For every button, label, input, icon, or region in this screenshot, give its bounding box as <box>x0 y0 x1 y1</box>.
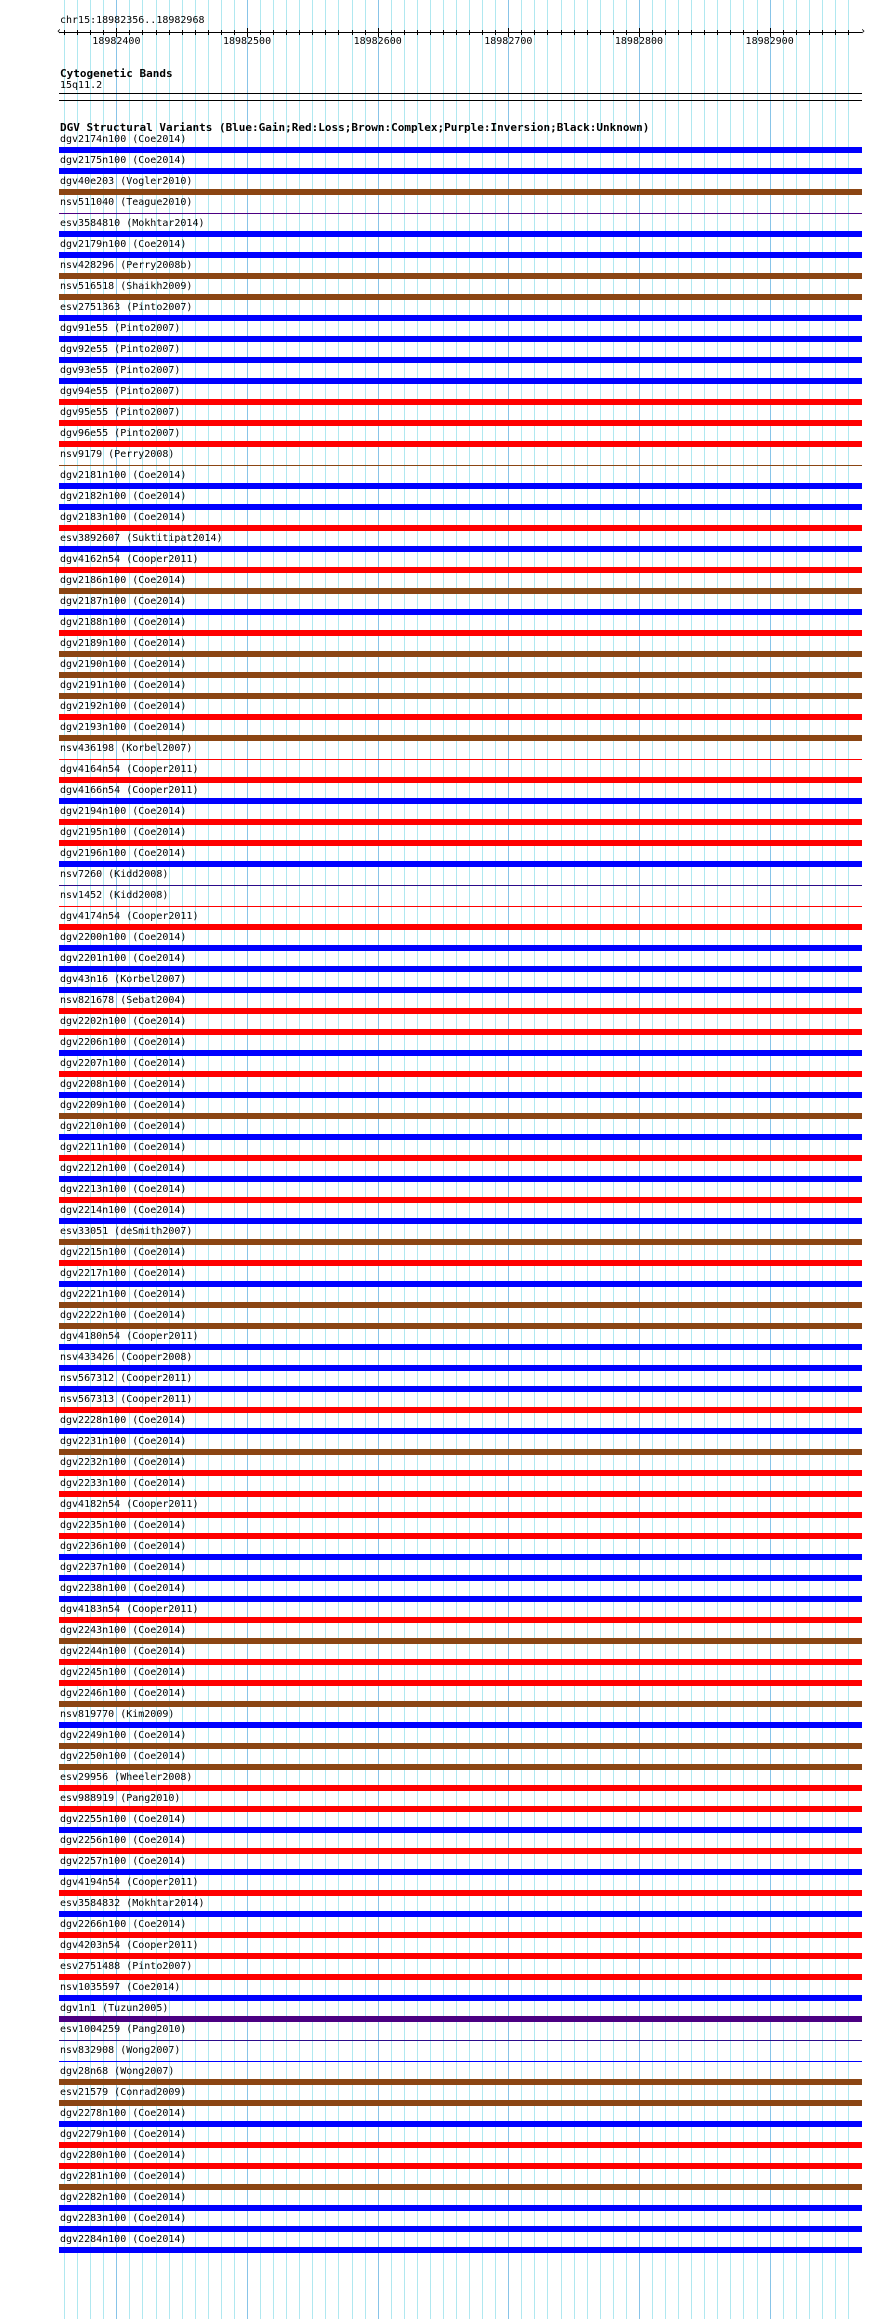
variant-bar-blue[interactable] <box>59 1911 862 1917</box>
variant-label[interactable]: dgv95e55 (Pinto2007) <box>60 407 181 418</box>
variant-label[interactable]: dgv2217n100 (Coe2014) <box>60 1268 187 1279</box>
ruler-tick <box>325 30 326 35</box>
variant-label[interactable]: dgv2179n100 (Coe2014) <box>60 239 187 250</box>
ruler-tick <box>704 30 705 35</box>
ruler-left-arrow-icon: ‹ <box>56 26 63 37</box>
ruler-tick <box>77 30 78 35</box>
variant-bar-blue[interactable] <box>59 1575 862 1581</box>
variant-bar-red[interactable] <box>59 1533 862 1539</box>
variant-label[interactable]: dgv2196n100 (Coe2014) <box>60 848 187 859</box>
variant-label[interactable]: dgv2183n100 (Coe2014) <box>60 512 187 523</box>
ruler-tick-label: 18982700 <box>484 36 533 47</box>
ruler-tick <box>822 30 823 35</box>
cytoband-line-top <box>59 93 862 94</box>
variant-label[interactable]: dgv4180n54 (Cooper2011) <box>60 1331 199 1342</box>
ruler-tick <box>103 30 104 35</box>
variant-bar-blue[interactable] <box>59 2247 862 2253</box>
ruler-tick <box>534 30 535 35</box>
ruler-tick <box>796 30 797 35</box>
variant-bar-red[interactable] <box>59 1260 862 1266</box>
cytoband-track-title: Cytogenetic Bands <box>60 67 173 80</box>
variant-label[interactable]: dgv2237n100 (Coe2014) <box>60 1562 187 1573</box>
variant-label[interactable]: dgv2255n100 (Coe2014) <box>60 1814 187 1825</box>
ruler-tick <box>129 30 130 35</box>
variant-label[interactable]: dgv2249n100 (Coe2014) <box>60 1730 187 1741</box>
variant-bar-blue[interactable] <box>59 2121 862 2127</box>
variant-label[interactable]: dgv2244n100 (Coe2014) <box>60 1646 187 1657</box>
variant-bar-red[interactable] <box>59 1848 862 1854</box>
variant-label[interactable]: dgv2243n100 (Coe2014) <box>60 1625 187 1636</box>
ruler-tick <box>835 30 836 35</box>
ruler-tick <box>783 30 784 35</box>
variant-bar-red[interactable] <box>59 1680 862 1686</box>
cytoband-label: 15q11.2 <box>60 80 103 91</box>
ruler-tick-label: 18982900 <box>745 36 794 47</box>
variant-label[interactable]: esv2751488 (Pinto2007) <box>60 1961 193 1972</box>
ruler-tick <box>521 30 522 35</box>
variant-label[interactable]: nsv9179 (Perry2008) <box>60 449 175 460</box>
variant-label[interactable]: esv3584810 (Mokhtar2014) <box>60 218 205 229</box>
variant-bar-red[interactable] <box>59 1491 862 1497</box>
variant-bar-blue[interactable] <box>59 1344 862 1350</box>
ruler-tick <box>404 30 405 35</box>
ruler-tick <box>352 30 353 35</box>
variant-bar-red[interactable] <box>59 1008 862 1014</box>
ruler-tick <box>443 30 444 35</box>
ruler-tick <box>626 30 627 35</box>
variant-bar-blue[interactable] <box>59 1092 862 1098</box>
variant-label[interactable]: dgv2181n100 (Coe2014) <box>60 470 187 481</box>
variant-bar-brown[interactable] <box>59 2184 862 2190</box>
variant-label[interactable]: dgv43n16 (Korbel2007) <box>60 974 187 985</box>
ruler-tick <box>234 30 235 35</box>
variant-bar-blue[interactable] <box>59 1596 862 1602</box>
variant-label[interactable]: dgv2207n100 (Coe2014) <box>60 1058 187 1069</box>
variant-bar-brown[interactable] <box>59 2100 862 2106</box>
ruler-tick <box>730 30 731 35</box>
ruler-tick <box>156 30 157 35</box>
ruler-tick <box>64 30 65 35</box>
ruler-tick <box>469 30 470 35</box>
ruler-tick <box>613 30 614 35</box>
variant-bar-navy[interactable] <box>59 885 862 886</box>
ruler-axis <box>59 32 862 33</box>
ruler-tick <box>482 30 483 35</box>
variant-label[interactable]: dgv2195n100 (Coe2014) <box>60 827 187 838</box>
ruler-tick <box>221 30 222 35</box>
variant-label[interactable]: dgv2228n100 (Coe2014) <box>60 1415 187 1426</box>
variant-bar-blue[interactable] <box>59 504 862 510</box>
variant-label[interactable]: dgv2213n100 (Coe2014) <box>60 1184 187 1195</box>
variant-label[interactable]: nsv1035597 (Coe2014) <box>60 1982 181 1993</box>
variant-bar-brown[interactable] <box>59 672 862 678</box>
ruler-tick <box>495 30 496 35</box>
variant-label[interactable]: dgv4164n54 (Cooper2011) <box>60 764 199 775</box>
variant-label[interactable]: dgv2283n100 (Coe2014) <box>60 2213 187 2224</box>
variant-label[interactable]: dgv2231n100 (Coe2014) <box>60 1436 187 1447</box>
ruler-tick <box>743 30 744 35</box>
variant-label[interactable]: dgv4166n54 (Cooper2011) <box>60 785 199 796</box>
variant-label[interactable]: nsv516518 (Shaikh2009) <box>60 281 193 292</box>
ruler-tick <box>574 30 575 35</box>
variant-bar-blue[interactable] <box>59 147 862 153</box>
ruler-tick <box>652 30 653 35</box>
variant-label[interactable]: dgv40e203 (Vogler2010) <box>60 176 193 187</box>
variant-bar-red[interactable] <box>59 1953 862 1959</box>
ruler-tick <box>260 30 261 35</box>
ruler-tick-label: 18982600 <box>353 36 402 47</box>
ruler-tick <box>195 30 196 35</box>
variant-label[interactable]: dgv2190n100 (Coe2014) <box>60 659 187 670</box>
variant-label[interactable]: dgv2257n100 (Coe2014) <box>60 1856 187 1867</box>
variant-bar-navy[interactable] <box>59 2040 862 2041</box>
variant-bar-red[interactable] <box>59 840 862 846</box>
variant-bar-red[interactable] <box>59 1932 862 1938</box>
variant-bar-brown[interactable] <box>59 1449 862 1455</box>
variant-label[interactable]: esv29956 (Wheeler2008) <box>60 1772 193 1783</box>
variant-bar-purple[interactable] <box>59 213 862 214</box>
variant-label[interactable]: dgv2266n100 (Coe2014) <box>60 1919 187 1930</box>
variant-bar-blue[interactable] <box>59 1386 862 1392</box>
variant-bar-red[interactable] <box>59 1512 862 1518</box>
variant-bar-red[interactable] <box>59 1890 862 1896</box>
ruler-tick-label: 18982800 <box>614 36 664 47</box>
ruler-tick <box>809 30 810 35</box>
variant-label[interactable]: dgv2209n100 (Coe2014) <box>60 1100 187 1111</box>
ruler-tick <box>430 30 431 35</box>
variant-label[interactable]: esv2751363 (Pinto2007) <box>60 302 193 313</box>
variant-bar-blue[interactable] <box>59 1827 862 1833</box>
variant-bar-brown[interactable] <box>59 1764 862 1770</box>
variant-label[interactable]: dgv4182n54 (Cooper2011) <box>60 1499 199 1510</box>
variant-bar-blue[interactable] <box>59 546 862 552</box>
variant-label[interactable]: dgv2206n100 (Coe2014) <box>60 1037 187 1048</box>
variant-label[interactable]: dgv2194n100 (Coe2014) <box>60 806 187 817</box>
variant-bar-blue[interactable] <box>59 987 862 993</box>
variant-bar-red[interactable] <box>59 924 862 930</box>
variant-label[interactable]: esv1004259 (Pang2010) <box>60 2024 187 2035</box>
variant-bar-blue[interactable] <box>59 1869 862 1875</box>
variant-bar-brown[interactable] <box>59 588 862 594</box>
variant-label[interactable]: dgv93e55 (Pinto2007) <box>60 365 181 376</box>
variant-label[interactable]: dgv2235n100 (Coe2014) <box>60 1520 187 1531</box>
ruler-tick <box>142 30 143 35</box>
variant-bar-brown[interactable] <box>59 1239 862 1245</box>
variant-bar-blue[interactable] <box>59 1050 862 1056</box>
ruler-right-arrow-icon: › <box>860 26 867 37</box>
variant-bar-blue[interactable] <box>59 1218 862 1224</box>
variant-bar-brown[interactable] <box>59 1113 862 1119</box>
variant-label[interactable]: dgv2211n100 (Coe2014) <box>60 1142 187 1153</box>
variant-bar-blue[interactable] <box>59 252 862 258</box>
dgv-track-title: DGV Structural Variants (Blue:Gain;Red:Loss;Brown:Complex;Purple:Inversion;Black:Unknown) <box>60 121 650 134</box>
variant-bar-brown[interactable] <box>59 1302 862 1308</box>
variant-bar-brown[interactable] <box>59 693 862 699</box>
variant-label[interactable]: dgv4194n54 (Cooper2011) <box>60 1877 199 1888</box>
variant-label[interactable]: dgv2279n100 (Coe2014) <box>60 2129 187 2140</box>
ruler-tick <box>169 30 170 35</box>
variant-bar-blue[interactable] <box>59 231 862 237</box>
variant-bar-blue[interactable] <box>59 861 862 867</box>
variant-label[interactable]: nsv832908 (Wong2007) <box>60 2045 181 2056</box>
ruler-tick <box>286 30 287 35</box>
variant-bar-blue[interactable] <box>59 1281 862 1287</box>
variant-label[interactable]: dgv4174n54 (Cooper2011) <box>60 911 199 922</box>
variant-bar-brown[interactable] <box>59 1743 862 1749</box>
variant-bar-red[interactable] <box>59 1617 862 1623</box>
variant-label[interactable]: dgv96e55 (Pinto2007) <box>60 428 181 439</box>
variant-bar-blue[interactable] <box>59 2061 862 2062</box>
variant-label[interactable]: dgv2208n100 (Coe2014) <box>60 1079 187 1090</box>
variant-bar-blue[interactable] <box>59 1722 862 1728</box>
variant-label[interactable]: dgv28n68 (Wong2007) <box>60 2066 175 2077</box>
variant-bar-red[interactable] <box>59 1071 862 1077</box>
variant-bar-blue[interactable] <box>59 1365 862 1371</box>
variant-label[interactable]: dgv2236n100 (Coe2014) <box>60 1541 187 1552</box>
variant-label[interactable]: dgv2281n100 (Coe2014) <box>60 2171 187 2182</box>
variant-bar-blue[interactable] <box>59 945 862 951</box>
variant-label[interactable]: dgv2174n100 (Coe2014) <box>60 134 187 145</box>
variant-bar-brown[interactable] <box>59 1323 862 1329</box>
variant-label[interactable]: nsv511040 (Teague2010) <box>60 197 193 208</box>
variant-label[interactable]: nsv819770 (Kim2009) <box>60 1709 175 1720</box>
variant-label[interactable]: nsv567312 (Cooper2011) <box>60 1373 193 1384</box>
variant-bar-red[interactable] <box>59 1197 862 1203</box>
variant-label[interactable]: dgv92e55 (Pinto2007) <box>60 344 181 355</box>
region-label: chr15:18982356..18982968 <box>60 15 205 26</box>
variant-bar-blue[interactable] <box>59 609 862 615</box>
ruler-tick <box>678 30 679 35</box>
variant-bar-brown[interactable] <box>59 2079 862 2085</box>
ruler-tick <box>273 30 274 35</box>
variant-bar-blue[interactable] <box>59 1428 862 1434</box>
variant-bar-blue[interactable] <box>59 1554 862 1560</box>
variant-label[interactable]: dgv91e55 (Pinto2007) <box>60 323 181 334</box>
variant-bar-red[interactable] <box>59 2163 862 2169</box>
variant-bar-red[interactable] <box>59 1470 862 1476</box>
variant-bar-blue[interactable] <box>59 966 862 972</box>
variant-bar-red[interactable] <box>59 714 862 720</box>
variant-label[interactable]: dgv2233n100 (Coe2014) <box>60 1478 187 1489</box>
variant-bar-blue[interactable] <box>59 336 862 342</box>
variant-label[interactable]: dgv2245n100 (Coe2014) <box>60 1667 187 1678</box>
variant-label[interactable]: dgv2246n100 (Coe2014) <box>60 1688 187 1699</box>
variant-label[interactable]: dgv2282n100 (Coe2014) <box>60 2192 187 2203</box>
variant-bar-red[interactable] <box>59 1659 862 1665</box>
variant-bar-red[interactable] <box>59 630 862 636</box>
variant-label[interactable]: dgv2191n100 (Coe2014) <box>60 680 187 691</box>
variant-label[interactable]: nsv436198 (Korbel2007) <box>60 743 193 754</box>
variant-bar-red[interactable] <box>59 759 862 760</box>
variant-label[interactable]: nsv7260 (Kidd2008) <box>60 869 169 880</box>
variant-bar-red[interactable] <box>59 1407 862 1413</box>
ruler-tick <box>547 30 548 35</box>
variant-bar-red[interactable] <box>59 399 862 405</box>
ruler-tick <box>312 30 313 35</box>
ruler-tick <box>600 30 601 35</box>
ruler-tick <box>208 30 209 35</box>
variant-label[interactable]: dgv2186n100 (Coe2014) <box>60 575 187 586</box>
variant-bar-blue[interactable] <box>59 357 862 363</box>
ruler-tick <box>365 30 366 35</box>
variant-bar-red[interactable] <box>59 441 862 447</box>
variant-bar-red[interactable] <box>59 1806 862 1812</box>
variant-label[interactable]: dgv2232n100 (Coe2014) <box>60 1457 187 1468</box>
variant-bar-blue[interactable] <box>59 1134 862 1140</box>
ruler-tick <box>417 30 418 35</box>
variant-label[interactable]: dgv4203n54 (Cooper2011) <box>60 1940 199 1951</box>
variant-label[interactable]: dgv2280n100 (Coe2014) <box>60 2150 187 2161</box>
variant-label[interactable]: esv3584832 (Mokhtar2014) <box>60 1898 205 1909</box>
variant-label[interactable]: dgv2210n100 (Coe2014) <box>60 1121 187 1132</box>
variant-label[interactable]: dgv4162n54 (Cooper2011) <box>60 554 199 565</box>
variant-bar-brown[interactable] <box>59 465 862 466</box>
variant-bar-red[interactable] <box>59 525 862 531</box>
ruler-tick <box>691 30 692 35</box>
ruler-tick-label: 18982500 <box>222 36 272 47</box>
variant-label[interactable]: nsv821678 (Sebat2004) <box>60 995 187 1006</box>
variant-label[interactable]: dgv2188n100 (Coe2014) <box>60 617 187 628</box>
ruler-tick <box>391 30 392 35</box>
variant-bar-blue[interactable] <box>59 798 862 804</box>
ruler-tick <box>338 30 339 35</box>
ruler-tick <box>665 30 666 35</box>
ruler-tick <box>456 30 457 35</box>
variant-label[interactable]: dgv2192n100 (Coe2014) <box>60 701 187 712</box>
ruler-tick <box>587 30 588 35</box>
variant-label[interactable]: dgv2201n100 (Coe2014) <box>60 953 187 964</box>
variant-label[interactable]: dgv2189n100 (Coe2014) <box>60 638 187 649</box>
variant-label[interactable]: dgv4183n54 (Cooper2011) <box>60 1604 199 1615</box>
variant-label[interactable]: dgv1n1 (Tuzun2005) <box>60 2003 169 2014</box>
variant-label[interactable]: dgv2182n100 (Coe2014) <box>60 491 187 502</box>
variant-label[interactable]: esv3892607 (Suktitipat2014) <box>60 533 223 544</box>
variant-bar-blue[interactable] <box>59 483 862 489</box>
variant-bar-red[interactable] <box>59 819 862 825</box>
variant-bar-brown[interactable] <box>59 294 862 300</box>
variant-label[interactable]: dgv2193n100 (Coe2014) <box>60 722 187 733</box>
variant-bar-brown[interactable] <box>59 189 862 195</box>
variant-label[interactable]: nsv433426 (Cooper2008) <box>60 1352 193 1363</box>
variant-bar-blue[interactable] <box>59 168 862 174</box>
variant-label[interactable]: dgv2212n100 (Coe2014) <box>60 1163 187 1174</box>
variant-label[interactable]: dgv2175n100 (Coe2014) <box>60 155 187 166</box>
variant-bar-blue[interactable] <box>59 1176 862 1182</box>
variant-label[interactable]: esv21579 (Conrad2009) <box>60 2087 187 2098</box>
variant-bar-red[interactable] <box>59 1029 862 1035</box>
variant-bar-brown[interactable] <box>59 735 862 741</box>
variant-bar-blue[interactable] <box>59 315 862 321</box>
variant-label[interactable]: dgv2256n100 (Coe2014) <box>60 1835 187 1846</box>
variant-bar-purple[interactable] <box>59 2016 862 2022</box>
variant-bar-blue[interactable] <box>59 2205 862 2211</box>
variant-bar-blue[interactable] <box>59 2226 862 2232</box>
ruler-tick <box>90 30 91 35</box>
ruler-tick <box>757 30 758 35</box>
variant-label[interactable]: esv988919 (Pang2010) <box>60 1793 181 1804</box>
variant-bar-brown[interactable] <box>59 273 862 279</box>
variant-label[interactable]: dgv2215n100 (Coe2014) <box>60 1247 187 1258</box>
variant-bar-red[interactable] <box>59 567 862 573</box>
variant-bar-brown[interactable] <box>59 1638 862 1644</box>
variant-label[interactable]: dgv2214n100 (Coe2014) <box>60 1205 187 1216</box>
ruler-tick <box>561 30 562 35</box>
variant-bar-red[interactable] <box>59 1974 862 1980</box>
variant-bar-red[interactable] <box>59 906 862 907</box>
variant-label[interactable]: nsv1452 (Kidd2008) <box>60 890 169 901</box>
ruler-tick <box>299 30 300 35</box>
variant-bar-red[interactable] <box>59 1785 862 1791</box>
ruler-tick <box>848 30 849 35</box>
variant-label[interactable]: dgv2200n100 (Coe2014) <box>60 932 187 943</box>
variant-label[interactable]: dgv2221n100 (Coe2014) <box>60 1289 187 1300</box>
ruler-tick <box>182 30 183 35</box>
variant-label[interactable]: dgv2278n100 (Coe2014) <box>60 2108 187 2119</box>
variant-bar-red[interactable] <box>59 777 862 783</box>
cytoband-line-bottom <box>59 100 862 101</box>
variant-label[interactable]: dgv2250n100 (Coe2014) <box>60 1751 187 1762</box>
variant-label[interactable]: dgv2284n100 (Coe2014) <box>60 2234 187 2245</box>
variant-label[interactable]: dgv2187n100 (Coe2014) <box>60 596 187 607</box>
variant-label[interactable]: dgv2238n100 (Coe2014) <box>60 1583 187 1594</box>
variant-bar-red[interactable] <box>59 1155 862 1161</box>
variant-label[interactable]: nsv428296 (Perry2008b) <box>60 260 193 271</box>
variant-label[interactable]: esv33051 (deSmith2007) <box>60 1226 193 1237</box>
variant-bar-red[interactable] <box>59 2142 862 2148</box>
ruler-tick-label: 18982400 <box>92 36 141 47</box>
variant-label[interactable]: dgv2202n100 (Coe2014) <box>60 1016 187 1027</box>
variant-bar-red[interactable] <box>59 420 862 426</box>
variant-label[interactable]: dgv94e55 (Pinto2007) <box>60 386 181 397</box>
variant-bar-blue[interactable] <box>59 1995 862 2001</box>
variant-bar-brown[interactable] <box>59 1701 862 1707</box>
variant-label[interactable]: dgv2222n100 (Coe2014) <box>60 1310 187 1321</box>
variant-bar-blue[interactable] <box>59 378 862 384</box>
variant-label[interactable]: nsv567313 (Cooper2011) <box>60 1394 193 1405</box>
variant-bar-brown[interactable] <box>59 651 862 657</box>
ruler-tick <box>717 30 718 35</box>
